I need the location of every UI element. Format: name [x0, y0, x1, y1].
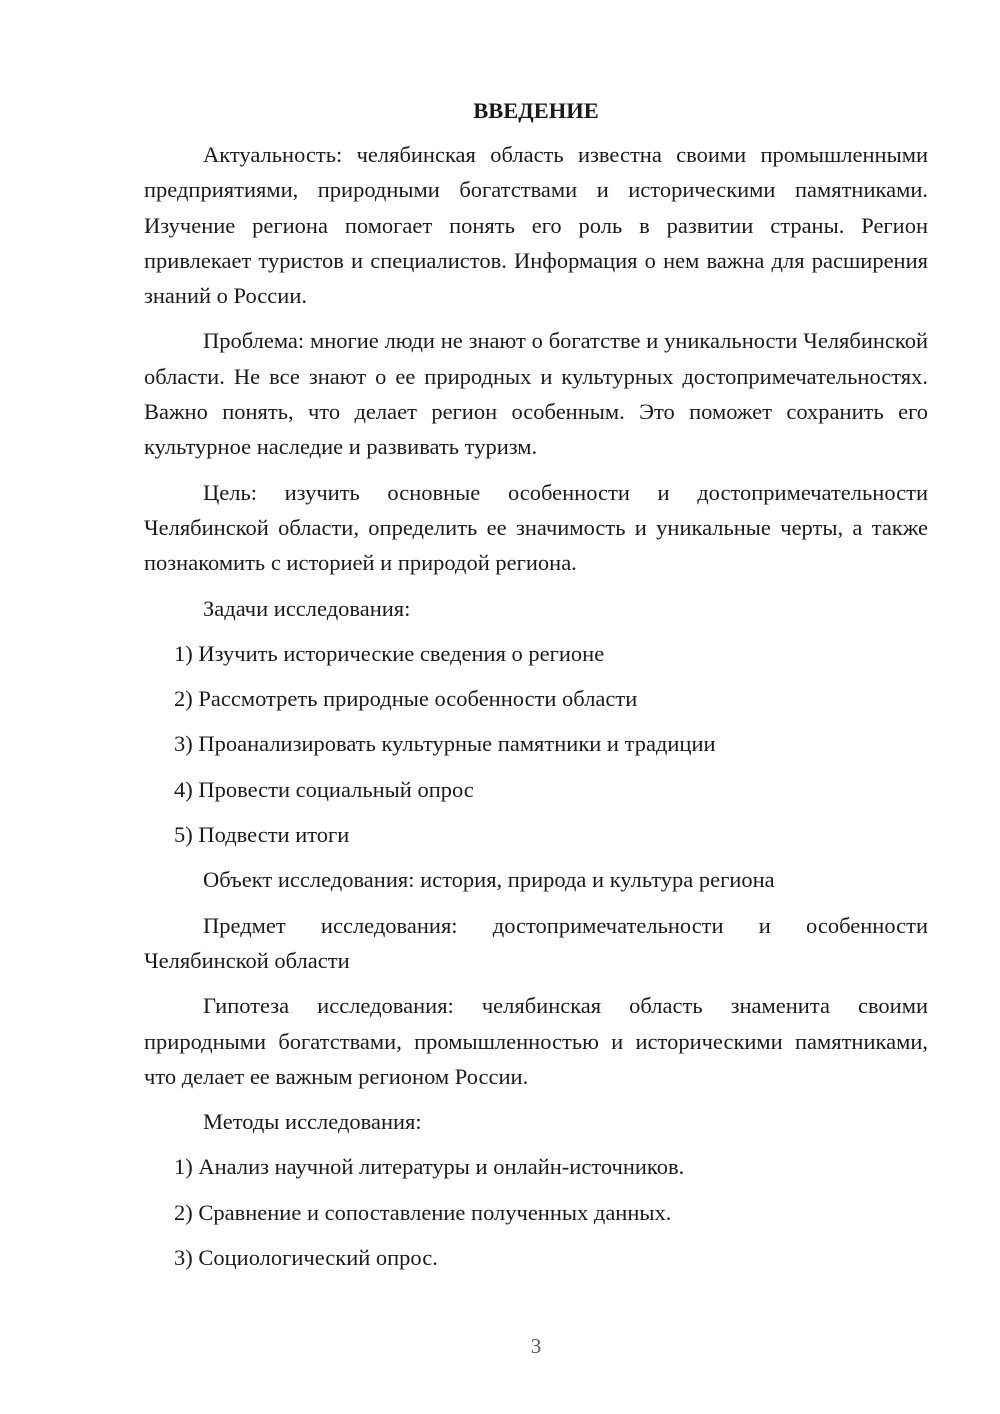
list-item: 1) Изучить исторические сведения о регионе	[174, 640, 605, 666]
tasks-heading: Задачи исследования:	[203, 595, 411, 621]
methods-list	[144, 1149, 928, 1275]
paragraph-subject: Предмет исследования: достопримечательности и особенности Челябинской области	[144, 912, 928, 973]
paragraph-problem: Проблема: многие люди не знают о богатстве и уникальности Челябинской области. Не все знают о ее природных и культурных достопримечательностях. Важно понять, что делает регион особенным. Это поможет сохранить его культурное наследие и развивать туризм.	[144, 328, 928, 460]
paragraph-goal: Цель: изучить основные особенности и достопримечательности Челябинской области, определить ее значимость и уникальные черты, а также познакомить с историей и природой региона.	[144, 479, 928, 576]
page-title: ВВЕДЕНИЕ	[473, 98, 599, 123]
paragraph-object: Объект исследования: история, природа и культура региона	[203, 867, 775, 893]
paragraph-relevance: Актуальность: челябинская область известна своими промышленными предприятиями, природными богатствами и историческими памятниками. Изучение региона помогает понять его роль в развитии страны. Регион привлекает туристов и специалистов. Информация о нем важна для расширения знаний о России.	[144, 142, 928, 309]
document-body	[144, 95, 928, 1285]
tasks-list	[144, 636, 928, 852]
list-item: 2) Сравнение и сопоставление полученных данных.	[174, 1199, 672, 1225]
list-item: 1) Анализ научной литературы и онлайн-источников.	[174, 1154, 685, 1180]
list-item: 5) Подвести итоги	[174, 822, 350, 848]
list-item: 3) Социологический опрос.	[174, 1245, 438, 1271]
list-item: 2) Рассмотреть природные особенности области	[174, 686, 638, 712]
page-number: 3	[530, 1334, 542, 1358]
methods-heading: Методы исследования:	[203, 1109, 422, 1135]
paragraph-hypothesis: Гипотеза исследования: челябинская область знаменита своими природными богатствами, промышленностью и историческими памятниками, что делает ее важным регионом России.	[144, 993, 928, 1089]
list-item: 4) Провести социальный опрос	[174, 776, 474, 802]
list-item: 3) Проанализировать культурные памятники и традиции	[174, 731, 716, 757]
